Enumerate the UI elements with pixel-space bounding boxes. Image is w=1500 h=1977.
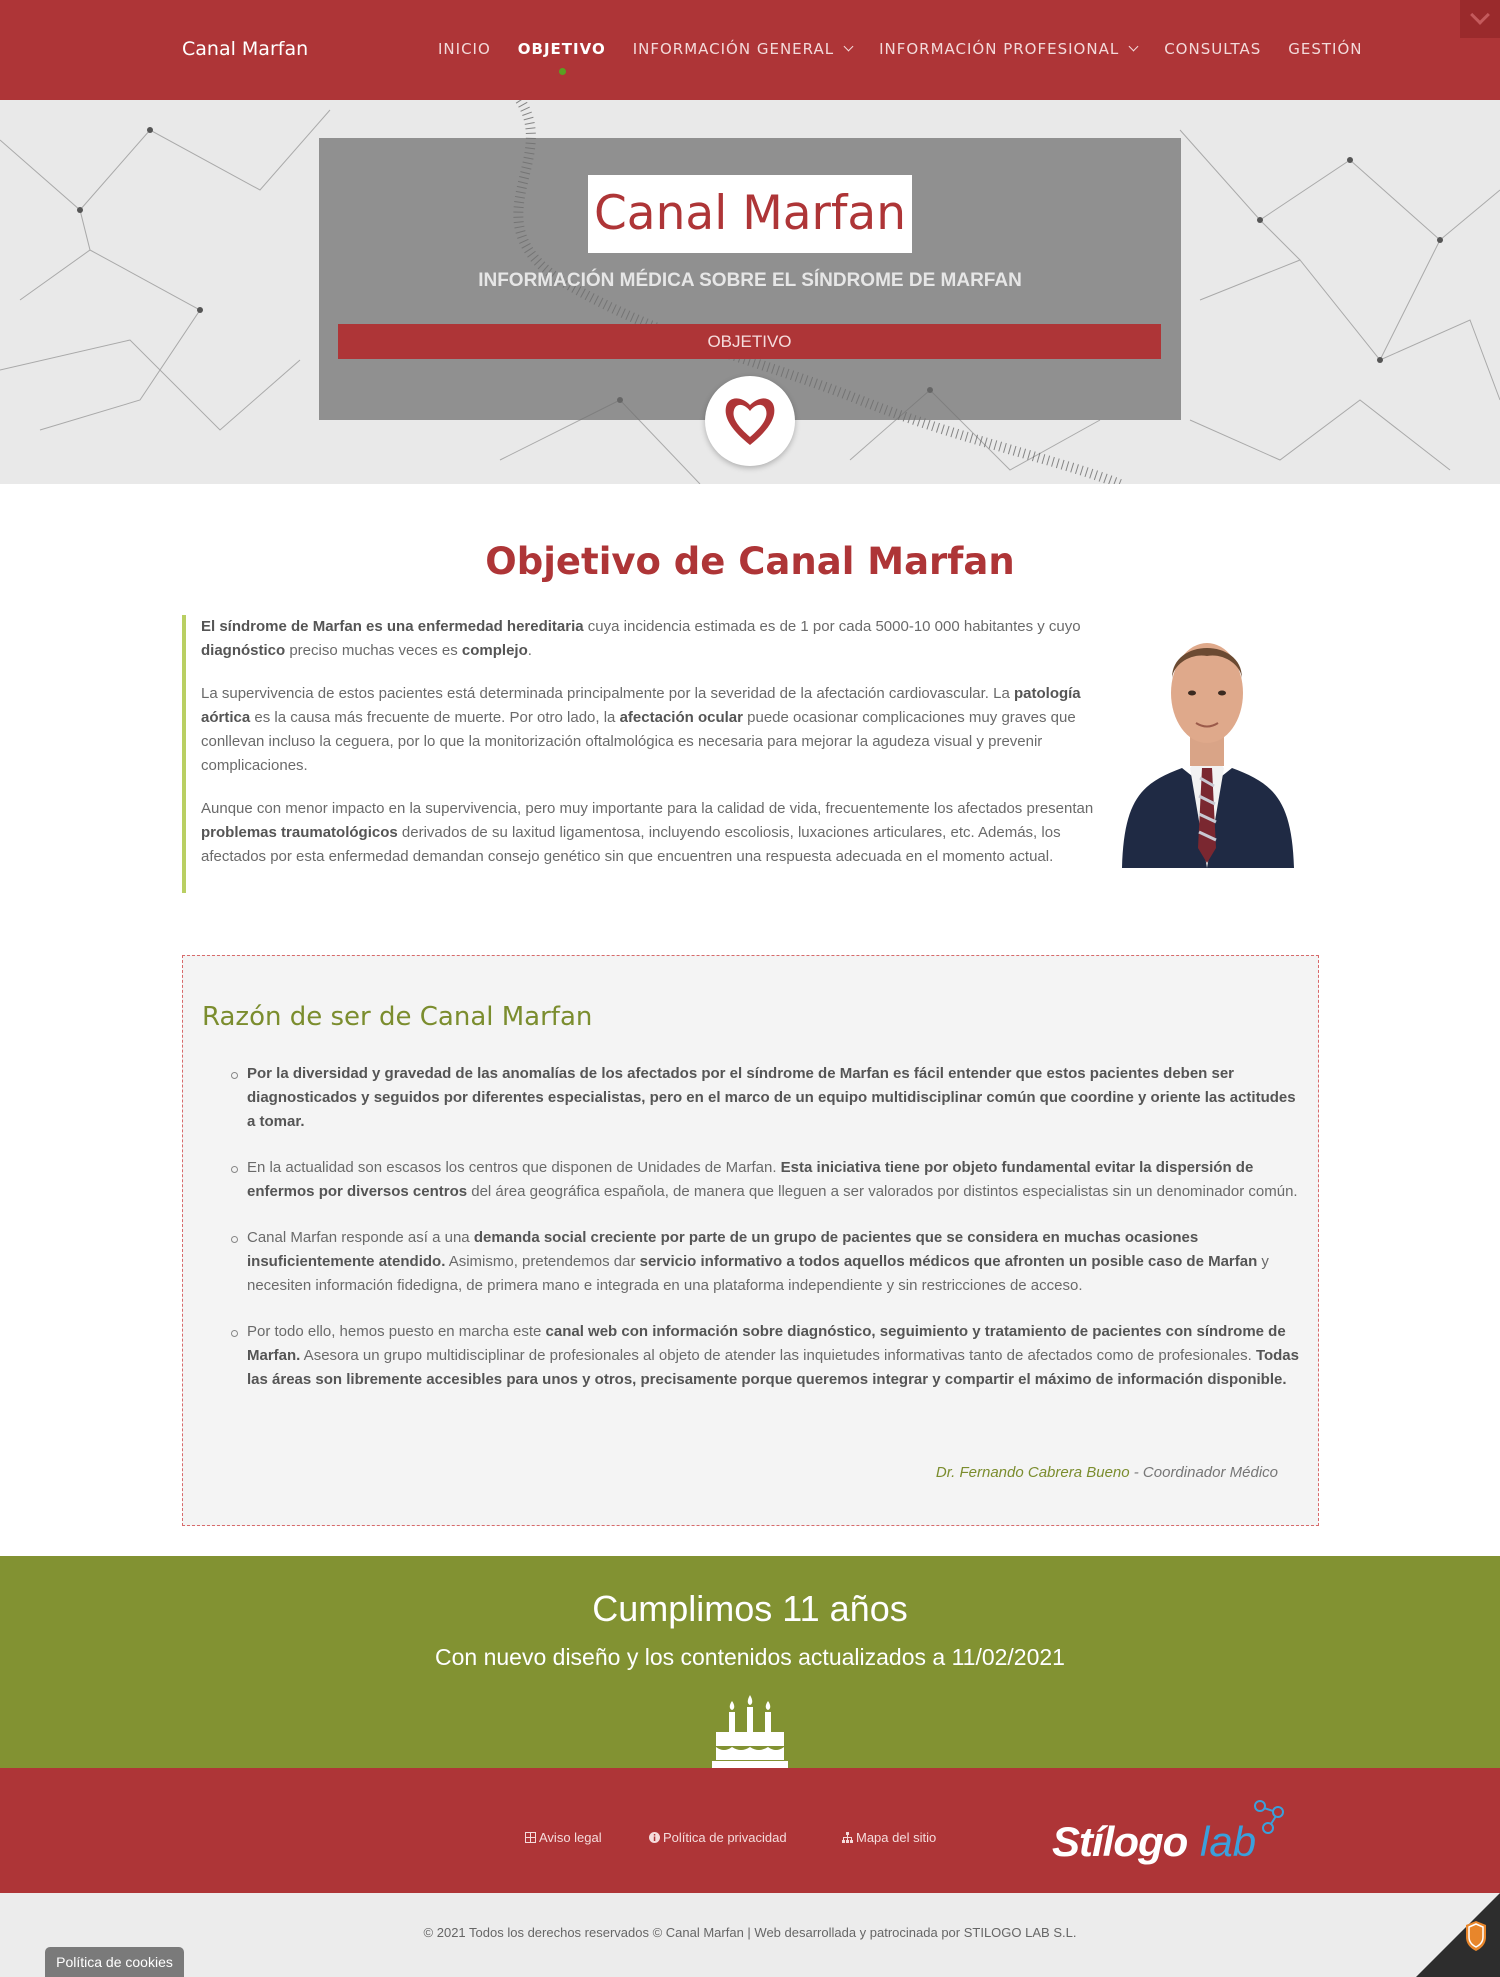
anniversary-band — [0, 1556, 1500, 1768]
main-nav — [438, 40, 1390, 58]
legal-icon — [525, 1832, 536, 1843]
intro-p3-text-1: Aunque con menor impacto en la supervivencia, pero muy importante para la calidad de vida, frecuentemente los afectados presentan — [201, 800, 1094, 817]
stilogo-logo-text: Stílogo — [1052, 1818, 1188, 1865]
intro-p3-bold-1: problemas traumatológicos — [201, 824, 398, 841]
intro-p2-text-2: es la causa más frecuente de muerte. Por otro lado, la — [250, 709, 620, 726]
info-icon — [649, 1832, 660, 1843]
intro-paragraph-2 — [201, 682, 1096, 778]
reason-li3-bold-1: demanda social creciente por parte de un grupo de pacientes que se considera en muchas ocasiones insuficientemente atendido. — [247, 1229, 1199, 1270]
chevron-down-icon — [1129, 42, 1139, 52]
intro-p3-text-2: derivados de su laxitud ligamentosa, incluyendo escoliosis, luxaciones articulares, etc. Además, los afectados por esta enfermedad demandan consejo genético sin que encuentren una respuesta adecuada en el momento actual. — [201, 824, 1061, 865]
hero-title: Canal Marfan — [588, 175, 912, 253]
signature — [936, 1464, 1278, 1481]
intro-p1-text-3: . — [527, 642, 532, 659]
reason-li2-text-2: del área geográfica española, de manera que lleguen a ser valorados por distintos especialistas sin un denominador común. — [467, 1183, 1298, 1200]
stilogo-logo-lab-text: lab — [1200, 1818, 1257, 1865]
stilogo-lab-logo[interactable] — [1052, 1798, 1292, 1868]
list-item — [247, 1156, 1299, 1204]
list-item — [247, 1320, 1299, 1392]
reason-li3-text-1: Canal Marfan responde así a una — [247, 1229, 474, 1246]
reason-li3-bold-2: servicio informativo a todos aquellos médicos que afronten un posible caso de Marfan — [639, 1253, 1258, 1270]
list-item — [247, 1062, 1299, 1134]
footer-link-mapa-sitio-label: Mapa del sitio — [856, 1830, 937, 1845]
reason-li3-text-2: Asimismo, pretendemos dar — [445, 1253, 640, 1270]
nav-objetivo-label: OBJETIVO — [517, 40, 606, 58]
nav-consultas-label: CONSULTAS — [1164, 40, 1262, 58]
intro-blockquote — [182, 615, 1096, 893]
bottom-bar — [0, 1893, 1500, 1977]
molecule-icon — [1250, 1798, 1290, 1838]
intro-p1-text-1: cuya incidencia estimada es de 1 por cada 5000-10 000 habitantes y cuyo — [583, 618, 1081, 635]
reason-li4-bold-2: Todas las áreas son libremente accesibles para unos y otros, precisamente porque queremos integrar y compartir el máximo de información disponible. — [247, 1347, 1299, 1388]
nav-inicio[interactable] — [438, 40, 491, 58]
intro-p2-text-3: puede ocasionar complicaciones muy graves que conllevan incluso la ceguera, por lo que la monitorización oftalmológica es necesaria para mejorar la agudeza visual y prevenir complicaciones. — [201, 709, 1076, 774]
list-item — [247, 1226, 1299, 1298]
page-title: Objetivo de Canal Marfan — [485, 540, 1015, 583]
reason-li2-text-1: En la actualidad son escasos los centros que disponen de Unidades de Marfan. — [247, 1159, 781, 1176]
nav-informacion-general-label: INFORMACIÓN GENERAL — [632, 40, 835, 58]
copyright: © 2021 Todos los derechos reservados © Canal Marfan | Web desarrollada y patrocinada por STILOGO LAB S.L. — [423, 1925, 1077, 1940]
intro-paragraph-1 — [201, 615, 1096, 663]
intro-p1-bold-3: complejo — [461, 642, 528, 659]
corner-toggle-button[interactable] — [1460, 0, 1500, 38]
reason-box — [182, 955, 1319, 1526]
top-navbar — [0, 0, 1500, 100]
reason-li4-text-1: Por todo ello, hemos puesto en marcha este — [247, 1323, 546, 1340]
intro-paragraph-3 — [201, 797, 1096, 869]
reason-li4-text-2: Asesora un grupo multidisciplinar de profesionales al objeto de atender las inquietudes informativas tanto de afectados como de profesionales. — [300, 1347, 1256, 1364]
reason-list — [247, 1062, 1299, 1414]
cake-icon — [712, 1695, 788, 1768]
anniversary-title: Cumplimos 11 años — [592, 1588, 908, 1629]
intro-p2-text-1: La supervivencia de estos pacientes está determinada principalmente por la severidad de la afectación cardiovascular. La — [201, 685, 1014, 702]
reason-li1-bold-1: Por la diversidad y gravedad de las anomalías de los afectados por el síndrome de Marfan es fácil entender que estos pacientes deben ser diagnosticados y seguidos por diferentes especialistas, pero en el marco de un equipo multidisciplinar común que coordine y oriente las actitudes a tomar. — [247, 1065, 1296, 1130]
footer-link-aviso-legal-label: Aviso legal — [539, 1830, 602, 1845]
footer-link-privacidad[interactable] — [649, 1830, 787, 1845]
nav-objetivo[interactable] — [518, 40, 606, 58]
doctor-photo — [1112, 618, 1302, 868]
nav-informacion-general[interactable] — [633, 40, 852, 58]
brand-link[interactable]: Canal Marfan — [182, 38, 309, 60]
hero-objetivo-button[interactable]: OBJETIVO — [338, 324, 1161, 359]
intro-p1-bold-1: El síndrome de Marfan es una enfermedad hereditaria — [201, 618, 584, 635]
signature-role: - Coordinador Médico — [1129, 1464, 1278, 1481]
reason-title: Razón de ser de Canal Marfan — [202, 1002, 593, 1032]
chevron-down-icon — [844, 42, 854, 52]
nav-gestion[interactable] — [1288, 40, 1362, 58]
reason-li2-bold-1: Esta iniciativa tiene por objeto fundamental evitar la dispersión de enfermos por diversos centros — [247, 1159, 1254, 1200]
heart-logo-icon — [705, 376, 795, 466]
footer-link-aviso-legal[interactable] — [525, 1830, 602, 1845]
intro-p2-bold-2: afectación ocular — [619, 709, 743, 726]
nav-informacion-profesional[interactable] — [879, 40, 1137, 58]
intro-p1-bold-2: diagnóstico — [201, 642, 286, 659]
rsfirewall-badge[interactable] — [1416, 1893, 1500, 1977]
sitemap-icon — [842, 1832, 853, 1843]
reason-li3-text-3: y necesiten información fidedigna, de primera mano e integrada en una plataforma independiente y sin restricciones de acceso. — [247, 1253, 1269, 1294]
footer — [0, 1768, 1500, 1893]
signature-name: Dr. Fernando Cabrera Bueno — [935, 1464, 1130, 1481]
intro-p2-bold-1: patología aórtica — [201, 685, 1081, 726]
nav-gestion-label: GESTIÓN — [1288, 40, 1363, 58]
nav-informacion-profesional-label: INFORMACIÓN PROFESIONAL — [879, 40, 1120, 58]
reason-li4-bold-1: canal web con información sobre diagnóstico, seguimiento y tratamiento de pacientes con síndrome de Marfan. — [247, 1323, 1286, 1364]
nav-consultas[interactable] — [1164, 40, 1261, 58]
chevron-down-icon — [1470, 5, 1490, 25]
anniversary-subtitle: Con nuevo diseño y los contenidos actualizados a 11/02/2021 — [435, 1644, 1065, 1670]
nav-inicio-label: INICIO — [438, 40, 491, 58]
footer-link-privacidad-label: Política de privacidad — [663, 1830, 787, 1845]
cookies-policy-button[interactable]: Política de cookies — [45, 1947, 184, 1977]
intro-p1-text-2: preciso muchas veces es — [285, 642, 462, 659]
footer-link-mapa-sitio[interactable] — [842, 1830, 936, 1845]
hero-subtitle: INFORMACIÓN MÉDICA SOBRE EL SÍNDROME DE MARFAN — [478, 270, 1022, 291]
